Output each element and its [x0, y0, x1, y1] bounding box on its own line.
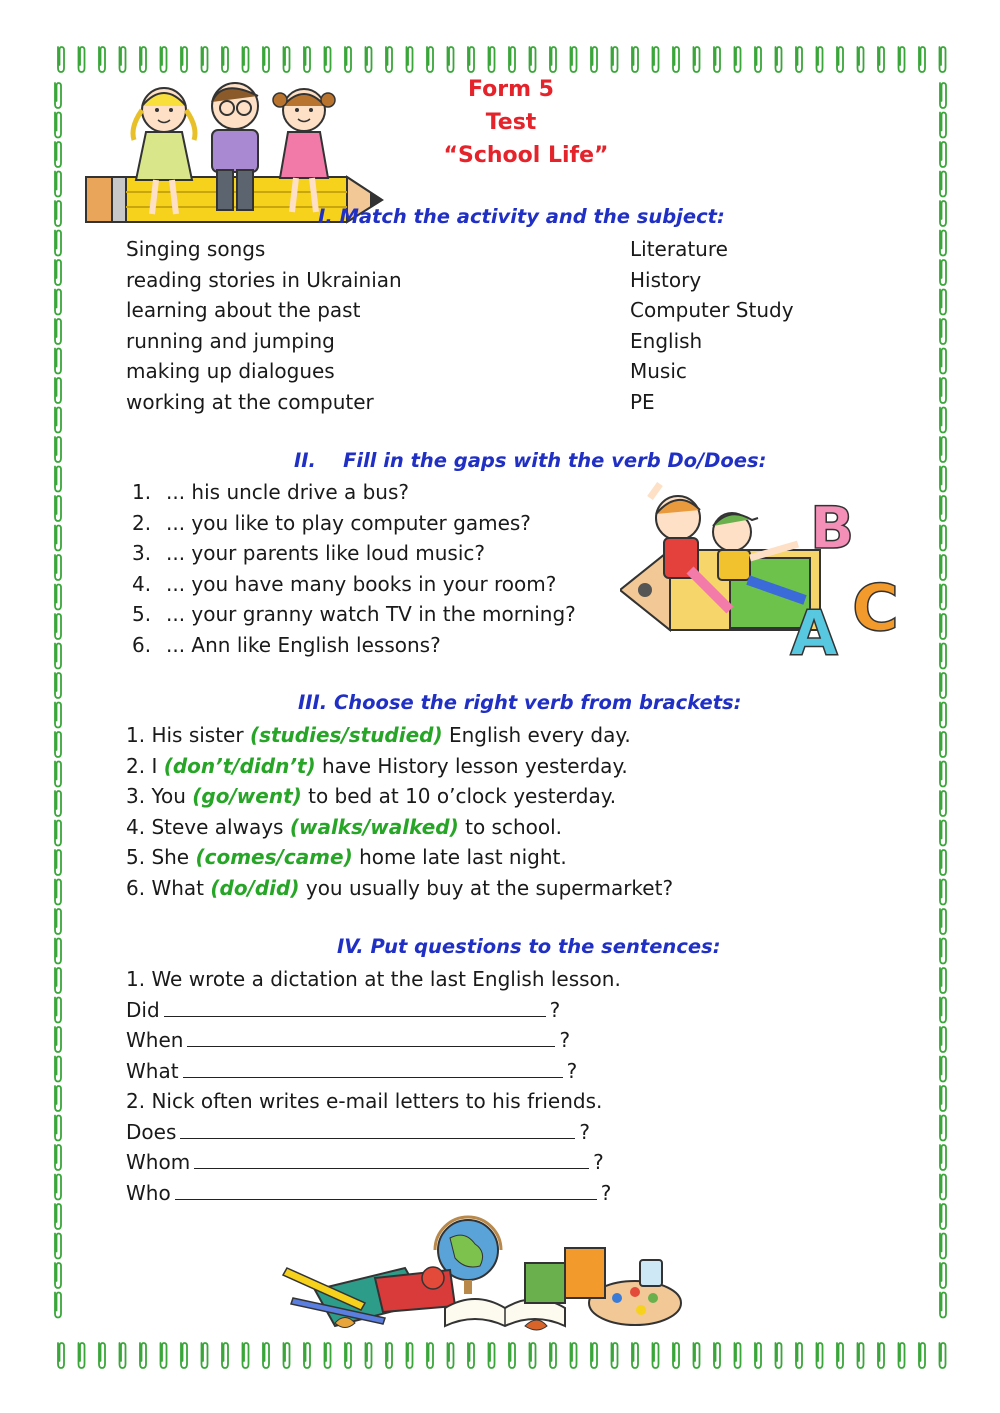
item-text: 5. She: [126, 845, 196, 869]
item-number: 3.: [132, 541, 152, 565]
answer-blank[interactable]: [180, 1120, 575, 1139]
question-mark: ?: [549, 997, 561, 1022]
item-number: 2.: [132, 510, 152, 535]
gap-item: [126, 630, 576, 661]
item-text: ... you have many books in your room?: [166, 571, 557, 596]
gap-item: [126, 599, 576, 630]
kids-abc-pencil-illustration: [620, 480, 910, 665]
question-mark: ?: [579, 1119, 590, 1144]
question-line: [126, 1117, 621, 1148]
subject-item: English: [630, 328, 703, 353]
activity-item: Singing songs: [126, 237, 266, 261]
subject-item: History: [630, 267, 702, 292]
source-sentence: 2. Nick often writes e-mail letters to his friends.: [126, 1089, 603, 1113]
item-text: ... you like to play computer games?: [166, 510, 531, 535]
letter-c: C: [852, 572, 899, 646]
verb-choice: (don’t/didn’t): [163, 753, 316, 778]
subject-item: Literature: [630, 237, 728, 261]
section-1-heading: I. Match the activity and the subject:: [318, 205, 725, 228]
answer-blank[interactable]: [183, 1059, 563, 1078]
item-text: ... Ann like English lessons?: [166, 632, 441, 657]
subject-item: Music: [630, 359, 687, 383]
answer-blank[interactable]: [164, 998, 546, 1017]
question-word: Whom: [126, 1150, 191, 1174]
verb-item: [126, 812, 673, 843]
verb-choice: (walks/walked): [289, 814, 459, 839]
question-word: Does: [126, 1119, 177, 1144]
gap-item: [126, 538, 576, 569]
question-line: [126, 1178, 621, 1209]
answer-blank[interactable]: [187, 1028, 555, 1047]
verb-item: [126, 842, 673, 873]
item-number: 5.: [132, 602, 152, 626]
question-line: [126, 1056, 621, 1087]
topic-title: “School Life”: [443, 143, 609, 168]
school-supplies-illustration: [275, 1208, 705, 1336]
do-does-list: [126, 477, 576, 660]
verb-item: [126, 873, 673, 904]
item-text: to school.: [458, 814, 563, 839]
subject-item: Computer Study: [630, 298, 794, 322]
gap-item: [126, 477, 576, 508]
verb-choice: (comes/came): [195, 845, 353, 869]
item-number: 1.: [132, 480, 152, 504]
question-line: [126, 1025, 621, 1056]
answer-blank[interactable]: [194, 1150, 589, 1169]
source-sentence: 1. We wrote a dictation at the last English lesson.: [126, 967, 621, 991]
question-mark: ?: [566, 1058, 578, 1083]
item-text: home late last night.: [352, 845, 567, 869]
item-text: 4. Steve always: [126, 814, 290, 839]
activity-list: [126, 234, 402, 417]
section-4-heading: IV. Put questions to the sentences:: [337, 935, 721, 958]
item-text: ... your granny watch TV in the morning?: [166, 602, 576, 626]
section-3-heading: III. Choose the right verb from brackets:: [298, 691, 742, 714]
verb-item: [126, 781, 673, 812]
item-number: 4.: [132, 571, 152, 596]
question-word: What: [126, 1058, 179, 1083]
item-text: English every day.: [442, 723, 631, 747]
questions-list: [126, 964, 621, 1208]
item-text: ... his uncle drive a bus?: [166, 480, 409, 504]
test-title: Test: [485, 110, 537, 135]
activity-item: working at the computer: [126, 389, 374, 414]
question-mark: ?: [600, 1180, 612, 1205]
item-text: have History lesson yesterday.: [315, 753, 628, 778]
activity-item: learning about the past: [126, 298, 361, 322]
question-word: Who: [126, 1180, 171, 1205]
question-mark: ?: [559, 1028, 571, 1052]
question-line: [126, 1147, 621, 1178]
gap-item: [126, 508, 576, 539]
item-number: 6.: [132, 632, 152, 657]
verb-item: [126, 751, 673, 782]
verb-choice: (studies/studied): [249, 723, 443, 747]
item-text: to bed at 10 o’clock yesterday.: [301, 784, 617, 808]
item-text: 3. You: [126, 784, 193, 808]
item-text: 2. I: [126, 753, 164, 778]
item-text: you usually buy at the supermarket?: [299, 875, 674, 900]
subject-item: PE: [630, 389, 655, 414]
item-text: 6. What: [126, 875, 211, 900]
verb-item: [126, 720, 673, 751]
question-mark: ?: [593, 1150, 604, 1174]
question-word: Did: [126, 997, 160, 1022]
activity-item: reading stories in Ukrainian: [126, 267, 402, 292]
item-text: 1. His sister: [126, 723, 250, 747]
activity-item: making up dialogues: [126, 359, 335, 383]
activity-item: running and jumping: [126, 328, 335, 353]
subject-list: [630, 234, 794, 417]
form-title: Form 5: [468, 77, 554, 102]
section-2-heading: II. Fill in the gaps with the verb Do/Does:: [294, 449, 767, 472]
verb-choice: (go/went): [192, 784, 302, 808]
gap-item: [126, 569, 576, 600]
question-line: [126, 995, 621, 1026]
item-text: ... your parents like loud music?: [166, 541, 486, 565]
answer-blank[interactable]: [175, 1181, 597, 1200]
letter-b: B: [810, 494, 855, 562]
question-word: When: [126, 1028, 184, 1052]
verb-choice-list: [126, 720, 673, 903]
verb-choice: (do/did): [210, 875, 300, 900]
letter-a: A: [790, 597, 838, 665]
